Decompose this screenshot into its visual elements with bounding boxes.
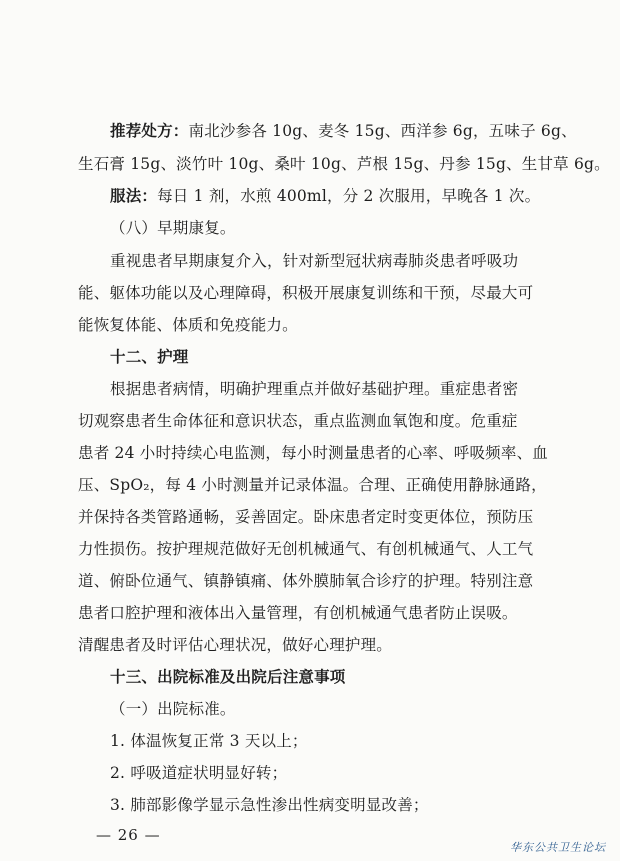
usage-label: 服法：	[110, 186, 158, 205]
section8-paragraph-line: 能、躯体功能以及心理障碍，积极开展康复训练和干预，尽最大可	[78, 284, 534, 302]
prescription-line-2: 生石膏 15g、淡竹叶 10g、桑叶 10g、芦根 15g、丹参 15g、生甘草 6g。	[78, 155, 610, 173]
section12-paragraph-line: 清醒患者及时评估心理状况，做好心理护理。	[78, 636, 393, 654]
discharge-criteria-item: 1. 体温恢复正常 3 天以上；	[110, 732, 308, 750]
section12-heading: 十二、护理	[110, 347, 189, 366]
section12-paragraph-line: 患者口腔护理和液体出入量管理，有创机械通气患者防止误吸。	[78, 604, 518, 622]
section12-paragraph-line: 患者 24 小时持续心电监测，每小时测量患者的心率、呼吸频率、血	[78, 444, 548, 462]
usage-text: 每日 1 剂，水煎 400ml，分 2 次服用，早晚各 1 次。	[157, 187, 541, 205]
section8-paragraph-line: 重视患者早期康复介入，针对新型冠状病毒肺炎患者呼吸功	[110, 252, 519, 270]
prescription-text-1: 南北沙参各 10g、麦冬 15g、西洋参 6g，五味子 6g、	[188, 122, 577, 140]
section13-heading: 十三、出院标准及出院后注意事项	[110, 667, 346, 686]
discharge-criteria-item: 2. 呼吸道症状明显好转；	[110, 764, 288, 782]
section12-paragraph-line: 根据患者病情，明确护理重点并做好基础护理。重症患者密	[110, 380, 519, 398]
section8-heading: （八）早期康复。	[110, 219, 236, 237]
prescription-line-1	[110, 120, 577, 142]
discharge-criteria-item: 3. 肺部影像学显示急性渗出性病变明显改善；	[110, 796, 429, 814]
section12-paragraph-line: 并保持各类管路通畅，妥善固定。卧床患者定时变更体位，预防压	[78, 508, 534, 526]
section12-paragraph-line: 压、SpO₂，每 4 小时测量并记录体温。合理、正确使用静脉通路，	[78, 476, 547, 494]
discharge-criteria-heading: （一）出院标准。	[110, 700, 236, 718]
page-number: — 26 —	[96, 826, 161, 844]
section8-paragraph-line: 能恢复体能、体质和免疫能力。	[78, 316, 298, 334]
usage-line	[110, 185, 548, 207]
section12-paragraph-line: 力性损伤。按护理规范做好无创机械通气、有创机械通气、人工气	[78, 540, 534, 558]
section12-paragraph-line: 道、俯卧位通气、镇静镇痛、体外膜肺氧合诊疗的护理。特别注意	[78, 572, 534, 590]
prescription-label: 推荐处方：	[110, 121, 189, 140]
section12-paragraph-line: 切观察患者生命体征和意识状态，重点监测血氧饱和度。危重症	[78, 412, 518, 430]
watermark: 华东公共卫生论坛	[510, 841, 606, 854]
